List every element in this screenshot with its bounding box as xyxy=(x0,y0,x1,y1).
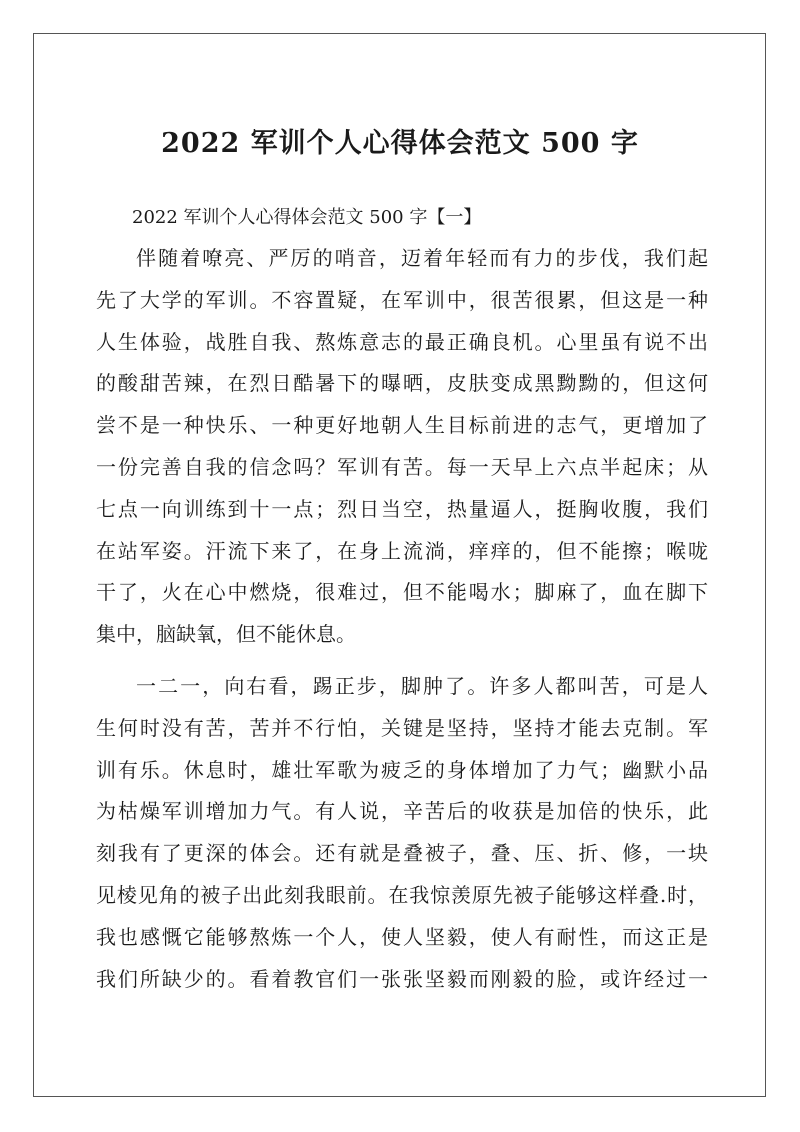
text-line: 干了，火在心中燃烧，很难过，但不能喝水；脚麻了，血在脚下 xyxy=(96,580,708,605)
paragraph-2 xyxy=(96,666,708,1000)
text-line: 伴随着嘹亮、严厉的哨音，迈着年轻而有力的步伐，我们起 xyxy=(136,246,708,270)
document-body xyxy=(96,198,708,1010)
text-line: 尝不是一种快乐、一种更好地朝人生目标前进的志气，更增加了 xyxy=(96,413,708,438)
text-line: 的酸甜苦辣，在烈日酷暑下的曝晒，皮肤变成黑黝黝的，但这何 xyxy=(96,371,708,396)
text-line: 在站军姿。汗流下来了，在身上流淌，痒痒的，但不能擦；喉咙 xyxy=(96,538,708,563)
text-line: 训有乐。休息时，雄壮军歌为疲乏的身体增加了力气；幽默小品 xyxy=(96,757,708,782)
text-line: 一二一，向右看，踢正步，脚肿了。许多人都叫苦，可是人 xyxy=(136,673,708,698)
text-line: 我也感慨它能够熬炼一个人，使人坚毅，使人有耐性，而这正是 xyxy=(96,924,708,949)
paragraph-1 xyxy=(96,238,708,656)
document-title: 2022 军训个人心得体会范文 500 字 xyxy=(161,128,639,159)
text-line: 集中，脑缺氧，但不能休息。 xyxy=(96,622,356,647)
text-line: 一份完善自我的信念吗？军训有苦。每一天早上六点半起床；从 xyxy=(96,454,708,479)
text-line: 先了大学的军训。不容置疑，在军训中，很苦很累，但这是一种 xyxy=(96,287,708,312)
text-line: 刻我有了更深的体会。还有就是叠被子，叠、压、折、修，一块 xyxy=(96,841,708,866)
text-line: 见棱见角的被子出此刻我眼前。在我惊羡原先被子能够这样叠.时， xyxy=(96,882,708,907)
text-line: 我们所缺少的。看着教官们一张张坚毅而刚毅的脸，或许经过一 xyxy=(96,966,708,991)
text-line: 七点一向训练到十一点；烈日当空，热量逼人，挺胸收腹，我们 xyxy=(96,496,708,521)
text-line: 生何时没有苦，苦并不行怕，关键是坚持，坚持才能去克制。军 xyxy=(96,715,708,740)
text-line: 为枯燥军训增加力气。有人说，辛苦后的收获是加倍的快乐，此 xyxy=(96,799,708,824)
section-heading: 2022 军训个人心得体会范文 500 字【一】 xyxy=(132,207,482,228)
text-line: 人生体验，战胜自我、熬炼意志的最正确良机。心里虽有说不出 xyxy=(96,329,708,354)
